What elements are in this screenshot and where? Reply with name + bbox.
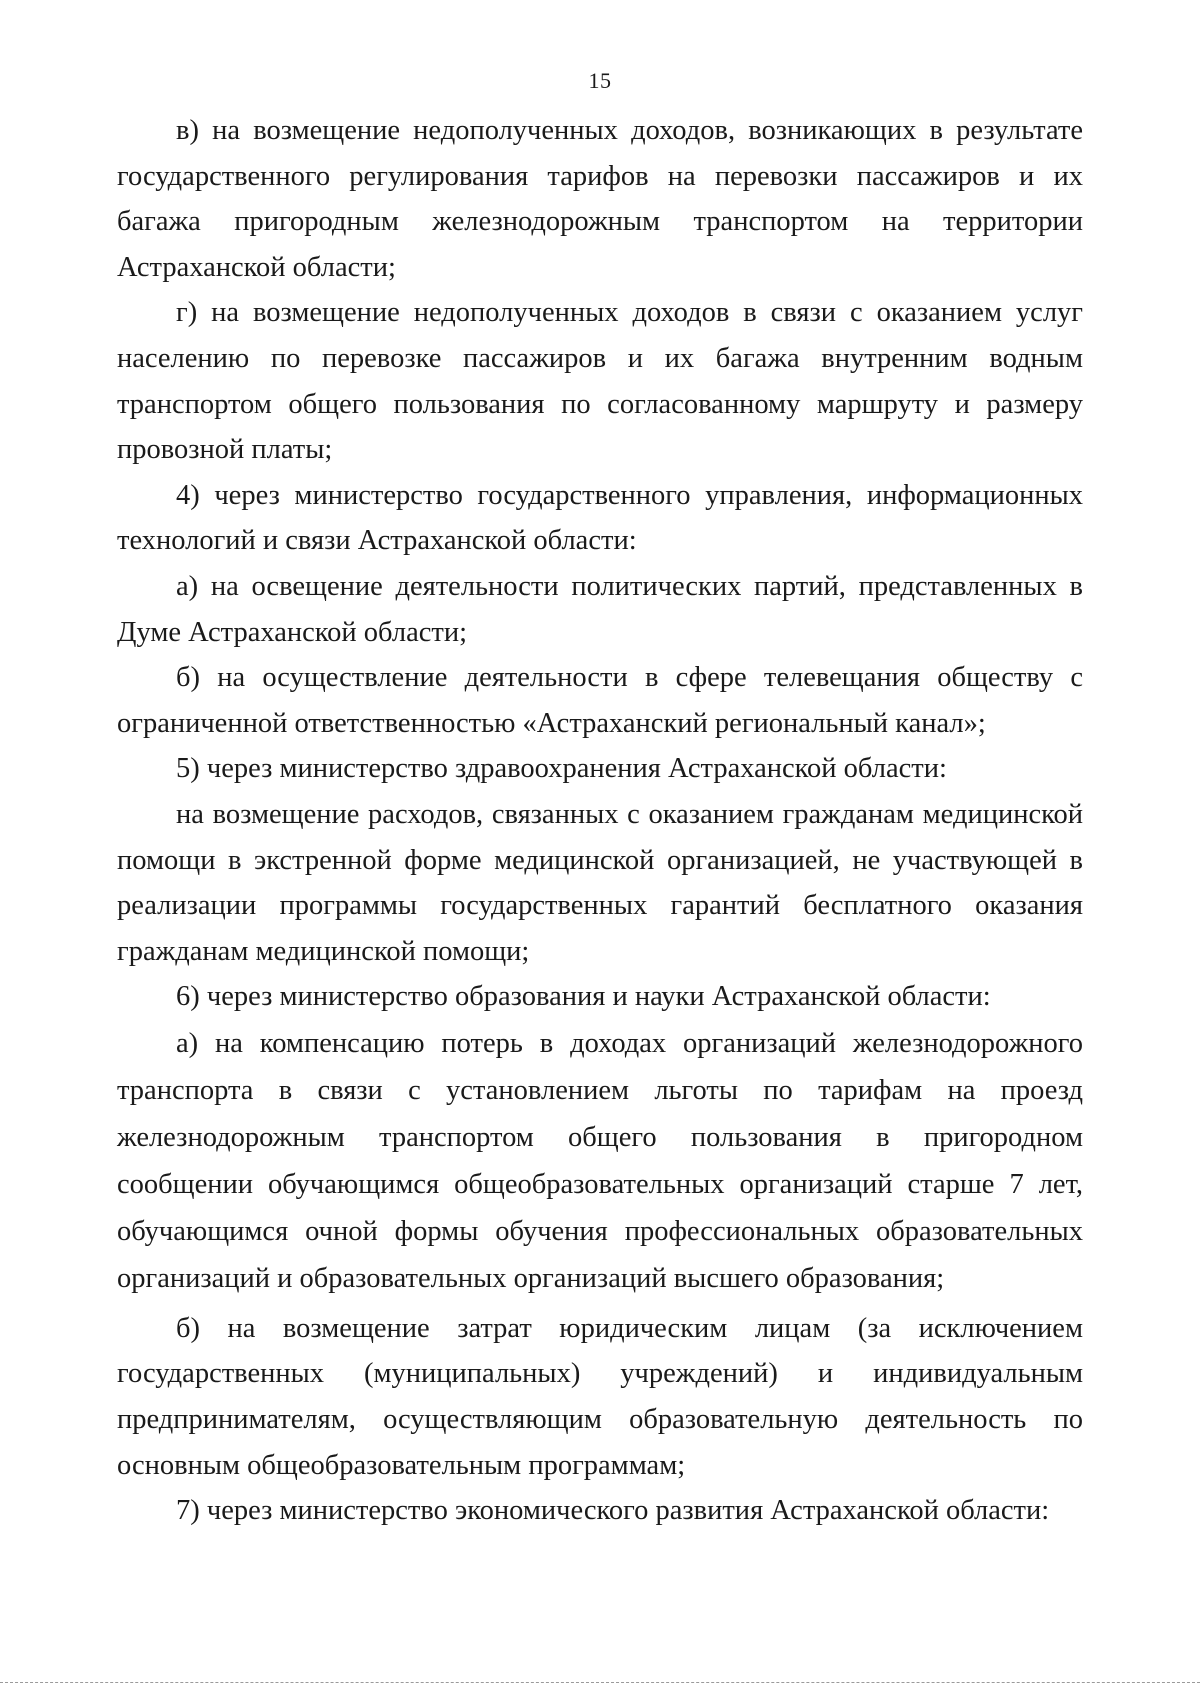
paragraph-item-6: 6) через министерство образования и науки Астраханской области: [176,981,991,1013]
paragraph-item-3g: г) на возмещение недополученных доходов в связи с оказанием услуг населению по перевозке пассажиров и их багажа внутренним водным транспортом общего пользования по согласованному маршруту и размеру провозной платы; [117,297,1083,466]
paragraph-item-5: 5) через министерство здравоохранения Астраханской области: [176,753,947,785]
paragraph-item-5-text: на возмещение расходов, связанных с оказанием гражданам медицинской помощи в экстренной форме медицинской организацией, не участвующей в реализации программы государственных гарантий бесплатного оказания гражданам медицинской помощи; [117,798,1083,967]
paragraph-item-7: 7) через министерство экономического развития Астраханской области: [176,1495,1050,1527]
paragraph-item-3v: в) на возмещение недополученных доходов, возникающих в результате государственного регулирования тарифов на перевозки пассажиров и их багажа пригородным железнодорожным транспортом на территории Астраханской области; [117,115,1083,283]
paragraph-item-6b: б) на возмещение затрат юридическим лицам (за исключением государственных (муниципальных) учреждений) и индивидуальным предпринимателям, осуществляющим образовательную деятельность по основным общеобразовательным программам; [117,1312,1083,1481]
paragraph-item-4: 4) через министерство государственного управления, информационных технологий и связи Астраханской области: [117,479,1083,557]
page-number: 15 [588,68,612,93]
paragraph-item-6a: а) на компенсацию потерь в доходах организаций железнодорожного транспорта в связи с установлением льготы по тарифам на проезд железнодорожным транспортом общего пользования в пригородном сообщении обучающимся общеобразовательных организаций старше 7 лет, обучающимся очной формы обучения профессиональных образовательных организаций и образовательных организаций высшего образования; [117,1027,1083,1294]
paragraph-item-4b: б) на осуществление деятельности в сфере телевещания обществу с ограниченной ответственностью «Астраханский региональный канал»; [117,662,1083,739]
paragraph-item-4a: а) на освещение деятельности политических партий, представленных в Думе Астраханской области; [117,570,1083,648]
document-body [117,108,1083,1534]
scan-edge-line [0,1682,1200,1683]
